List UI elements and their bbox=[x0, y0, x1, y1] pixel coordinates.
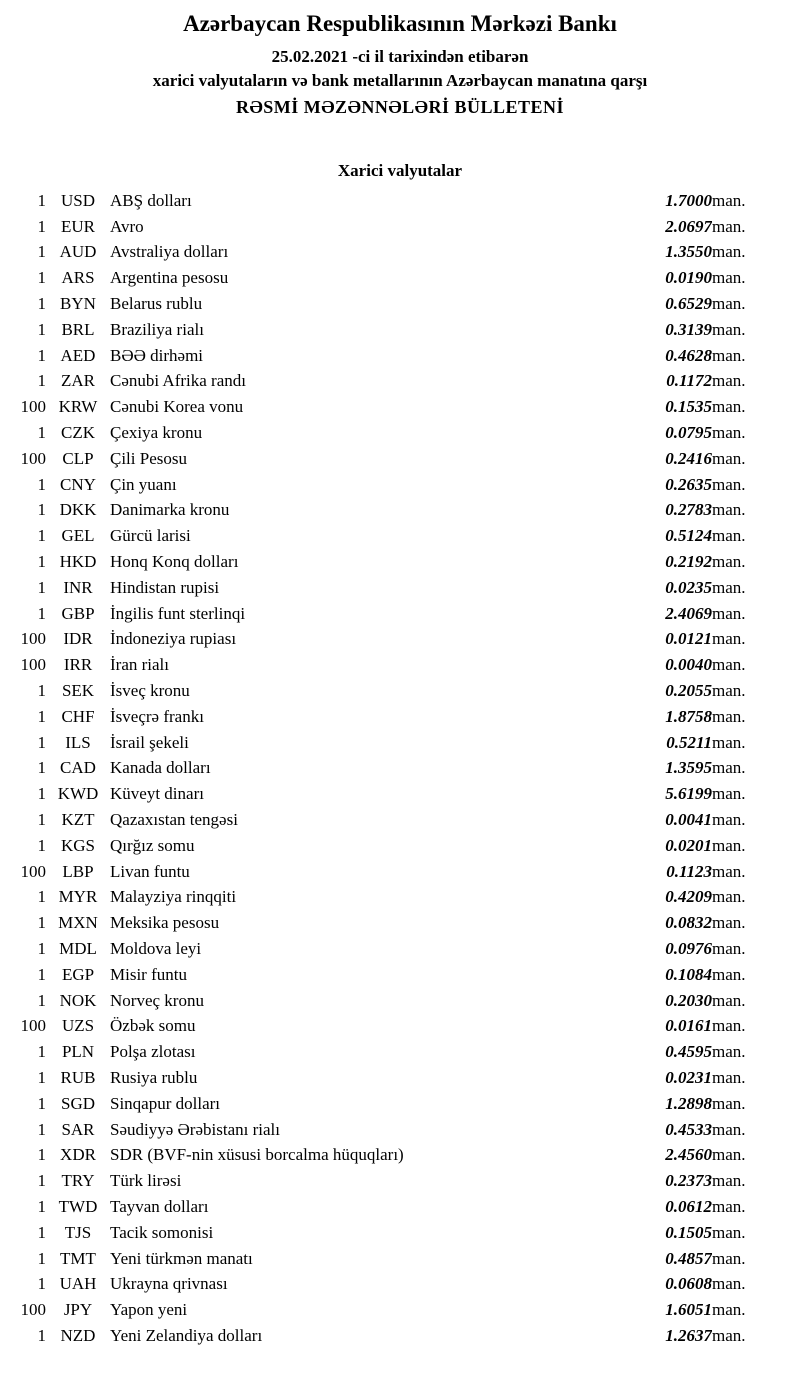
rate-value: 0.2783 bbox=[665, 500, 712, 520]
currency-name: Cənubi Korea vonu bbox=[110, 397, 244, 417]
currency-name: Qazaxıstan tengəsi bbox=[110, 810, 238, 830]
rate-quantity: 1 bbox=[37, 345, 46, 365]
currency-name: İndoneziya rupiası bbox=[110, 629, 237, 649]
rate-value: 0.1172 bbox=[666, 371, 712, 391]
rate-value: 2.0697 bbox=[665, 216, 712, 236]
bulletin-subtitle: xarici valyutaların və bank metallarının Azərbaycan manatına qarşı bbox=[152, 71, 648, 90]
rate-row bbox=[14, 472, 756, 498]
rate-unit: man. bbox=[712, 758, 746, 778]
currency-code: BYN bbox=[60, 294, 96, 314]
currency-name: Meksika pesosu bbox=[110, 913, 220, 933]
rate-value: 0.2373 bbox=[665, 1171, 712, 1191]
rate-row bbox=[14, 265, 756, 291]
rate-unit: man. bbox=[712, 629, 746, 649]
rate-unit: man. bbox=[712, 964, 746, 984]
rate-unit: man. bbox=[712, 990, 746, 1010]
rate-unit: man. bbox=[712, 1222, 746, 1242]
rate-quantity: 100 bbox=[20, 629, 46, 649]
rate-unit: man. bbox=[712, 1042, 746, 1062]
rate-value: 0.2416 bbox=[665, 448, 712, 468]
rate-value: 0.0795 bbox=[665, 423, 712, 443]
currency-code: CHF bbox=[61, 706, 95, 726]
rate-row bbox=[14, 807, 756, 833]
rate-unit: man. bbox=[712, 1067, 746, 1087]
currency-code: LBP bbox=[62, 861, 94, 881]
rate-unit: man. bbox=[712, 1171, 746, 1191]
currency-name: Özbək somu bbox=[110, 1016, 196, 1036]
rate-quantity: 1 bbox=[37, 242, 46, 262]
rate-row bbox=[14, 652, 756, 678]
rate-quantity: 1 bbox=[37, 294, 46, 314]
rate-unit: man. bbox=[712, 371, 746, 391]
rate-quantity: 1 bbox=[37, 1222, 46, 1242]
currency-name: Gürcü larisi bbox=[110, 526, 191, 546]
rate-row bbox=[14, 523, 756, 549]
rate-quantity: 1 bbox=[37, 371, 46, 391]
rate-quantity: 1 bbox=[37, 732, 46, 752]
rate-row bbox=[14, 1194, 756, 1220]
currency-name: Argentina pesosu bbox=[110, 268, 229, 288]
rate-unit: man. bbox=[712, 681, 746, 701]
rate-row bbox=[14, 910, 756, 936]
rate-unit: man. bbox=[712, 242, 746, 262]
currency-name: Ukrayna qrivnası bbox=[110, 1274, 228, 1294]
rate-quantity: 1 bbox=[37, 526, 46, 546]
rate-quantity: 100 bbox=[20, 448, 46, 468]
currency-code: CNY bbox=[60, 474, 96, 494]
rate-row bbox=[14, 1297, 756, 1323]
rate-row bbox=[14, 240, 756, 266]
rate-value: 0.0832 bbox=[665, 913, 712, 933]
currency-code: DKK bbox=[59, 500, 97, 520]
rate-quantity: 1 bbox=[37, 1067, 46, 1087]
rate-unit: man. bbox=[712, 810, 746, 830]
rate-quantity: 100 bbox=[20, 1300, 46, 1320]
currency-code: TJS bbox=[64, 1222, 92, 1242]
rate-row bbox=[14, 1117, 756, 1143]
currency-name: Sinqapur dolları bbox=[110, 1093, 221, 1113]
rate-value: 0.1505 bbox=[665, 1222, 712, 1242]
rate-value: 1.6051 bbox=[665, 1300, 712, 1320]
rate-row bbox=[14, 291, 756, 317]
rate-quantity: 1 bbox=[37, 577, 46, 597]
rate-unit: man. bbox=[712, 913, 746, 933]
rate-row bbox=[14, 1091, 756, 1117]
rate-row bbox=[14, 369, 756, 395]
rate-unit: man. bbox=[712, 939, 746, 958]
rate-row bbox=[14, 859, 756, 885]
currency-code: MXN bbox=[58, 913, 98, 933]
currency-name: Çili Pesosu bbox=[110, 448, 187, 468]
currency-code: SEK bbox=[61, 681, 95, 701]
rate-quantity: 1 bbox=[37, 474, 46, 494]
currency-name: Yapon yeni bbox=[110, 1300, 188, 1320]
rate-value: 1.8758 bbox=[665, 706, 712, 726]
currency-name: Malayziya rinqqiti bbox=[110, 887, 237, 907]
rate-row bbox=[14, 627, 756, 653]
rate-unit: man. bbox=[712, 861, 746, 881]
rate-unit: man. bbox=[712, 345, 746, 365]
rate-value: 0.0235 bbox=[665, 577, 712, 597]
rate-value: 0.0201 bbox=[665, 835, 712, 855]
rate-value: 0.2635 bbox=[665, 474, 712, 494]
currency-code: INR bbox=[63, 577, 93, 597]
rate-unit: man. bbox=[712, 397, 746, 417]
rate-unit: man. bbox=[712, 577, 746, 597]
rate-row bbox=[14, 1065, 756, 1091]
rate-row bbox=[14, 1014, 756, 1040]
currency-code: EGP bbox=[61, 964, 95, 984]
exchange-rates-table-body bbox=[14, 188, 756, 1349]
currency-code: NOK bbox=[59, 990, 97, 1010]
rate-quantity: 1 bbox=[37, 913, 46, 933]
currency-code: ZAR bbox=[61, 371, 95, 391]
rate-row bbox=[14, 446, 756, 472]
currency-code: ILS bbox=[65, 732, 91, 752]
rate-value: 1.2898 bbox=[665, 1093, 712, 1113]
currency-code: USD bbox=[60, 190, 95, 210]
rate-value: 1.3595 bbox=[665, 758, 712, 778]
rate-unit: man. bbox=[712, 216, 746, 236]
currency-code: UAH bbox=[59, 1274, 97, 1294]
currency-name: Misir funtu bbox=[110, 964, 187, 984]
currency-name: İsveçrə frankı bbox=[110, 706, 204, 726]
currency-name: Rusiya rublu bbox=[110, 1067, 198, 1087]
currency-name: Cənubi Afrika randı bbox=[110, 371, 246, 391]
effective-date-line: 25.02.2021 -ci il tarixindən etibarən bbox=[271, 47, 529, 66]
rate-quantity: 1 bbox=[37, 681, 46, 701]
rate-row bbox=[14, 343, 756, 369]
rate-value: 0.0231 bbox=[665, 1067, 712, 1087]
currency-code: XDR bbox=[60, 1145, 96, 1165]
rate-quantity: 1 bbox=[37, 990, 46, 1010]
currency-code: IDR bbox=[63, 629, 93, 649]
rate-row bbox=[14, 730, 756, 756]
rate-unit: man. bbox=[712, 1196, 746, 1216]
currency-name: Livan funtu bbox=[110, 861, 190, 881]
currency-code: NZD bbox=[60, 1325, 96, 1345]
rate-value: 0.2030 bbox=[665, 990, 712, 1010]
rate-quantity: 100 bbox=[20, 861, 46, 881]
currency-name: İsveç kronu bbox=[110, 681, 190, 701]
exchange-rates-table bbox=[14, 188, 756, 1349]
rate-quantity: 1 bbox=[37, 887, 46, 907]
rate-row bbox=[14, 781, 756, 807]
currency-name: Braziliya rialı bbox=[110, 319, 204, 339]
rate-quantity: 100 bbox=[20, 1016, 46, 1036]
rate-unit: man. bbox=[712, 1274, 746, 1294]
rate-unit: man. bbox=[712, 319, 746, 339]
rate-quantity: 1 bbox=[37, 939, 46, 958]
currency-name: ABŞ dolları bbox=[110, 190, 192, 210]
rate-value: 0.4533 bbox=[665, 1119, 712, 1139]
rate-value: 0.0608 bbox=[665, 1274, 712, 1294]
currency-name: Türk lirəsi bbox=[110, 1171, 182, 1191]
rate-unit: man. bbox=[712, 887, 746, 907]
rate-quantity: 1 bbox=[37, 1196, 46, 1216]
currency-name: Qırğız somu bbox=[110, 835, 195, 855]
rate-row bbox=[14, 1271, 756, 1297]
currency-code: TMT bbox=[60, 1248, 96, 1268]
rate-row bbox=[14, 420, 756, 446]
rate-value: 5.6199 bbox=[665, 784, 712, 804]
rate-unit: man. bbox=[712, 784, 746, 804]
currency-code: BRL bbox=[61, 319, 95, 339]
rate-row bbox=[14, 1246, 756, 1272]
rate-row bbox=[14, 394, 756, 420]
currency-name: İngilis funt sterlinqi bbox=[110, 603, 246, 623]
rate-value: 0.0612 bbox=[665, 1196, 712, 1216]
currency-code: JPY bbox=[63, 1300, 93, 1320]
currency-code: RUB bbox=[60, 1067, 96, 1087]
rate-value: 0.5211 bbox=[666, 732, 712, 752]
rate-quantity: 1 bbox=[37, 835, 46, 855]
currency-name: Yeni Zelandiya dolları bbox=[110, 1325, 263, 1345]
rate-row bbox=[14, 1039, 756, 1065]
rate-unit: man. bbox=[712, 552, 746, 572]
currency-name: Çin yuanı bbox=[110, 474, 177, 494]
rate-value: 0.5124 bbox=[665, 526, 712, 546]
rate-row bbox=[14, 549, 756, 575]
rate-value: 0.0976 bbox=[665, 939, 712, 958]
rate-unit: man. bbox=[712, 603, 746, 623]
rate-row bbox=[14, 962, 756, 988]
rate-quantity: 100 bbox=[20, 397, 46, 417]
rate-value: 0.0190 bbox=[665, 268, 712, 288]
rate-value: 0.2055 bbox=[665, 681, 712, 701]
rate-row bbox=[14, 1168, 756, 1194]
rate-row bbox=[14, 678, 756, 704]
rate-value: 0.0121 bbox=[665, 629, 712, 649]
currency-name: Yeni türkmən manatı bbox=[110, 1248, 253, 1268]
currency-code: UZS bbox=[61, 1016, 95, 1036]
currency-code: CAD bbox=[60, 758, 96, 778]
rate-row bbox=[14, 1142, 756, 1168]
currency-code: GBP bbox=[61, 603, 95, 623]
rate-value: 0.3139 bbox=[665, 319, 712, 339]
currency-name: Hindistan rupisi bbox=[110, 577, 220, 597]
rate-row bbox=[14, 988, 756, 1014]
currency-code: TWD bbox=[58, 1196, 98, 1216]
currency-name: Danimarka kronu bbox=[110, 500, 230, 520]
currency-name: Honq Konq dolları bbox=[110, 552, 239, 572]
currency-code: CZK bbox=[61, 423, 95, 443]
currency-name: Moldova leyi bbox=[110, 939, 202, 958]
currency-code: KRW bbox=[58, 397, 98, 417]
rate-row bbox=[14, 936, 756, 962]
currency-name: BƏƏ dirhəmi bbox=[110, 345, 204, 365]
rate-value: 0.1123 bbox=[666, 861, 712, 881]
currency-code: MYR bbox=[58, 887, 98, 907]
rate-row bbox=[14, 833, 756, 859]
currency-code: HKD bbox=[59, 552, 97, 572]
rate-value: 2.4069 bbox=[665, 603, 712, 623]
rate-quantity: 1 bbox=[37, 784, 46, 804]
currency-code: AED bbox=[60, 345, 96, 365]
currency-code: ARS bbox=[61, 268, 95, 288]
rate-unit: man. bbox=[712, 706, 746, 726]
rate-value: 0.1084 bbox=[665, 964, 712, 984]
rate-unit: man. bbox=[712, 500, 746, 520]
bulletin-heading: RƏSMİ MƏZƏNNƏLƏRİ BÜLLETENİ bbox=[235, 97, 565, 117]
currency-name: SDR (BVF-nin xüsusi borcalma hüquqları) bbox=[110, 1145, 404, 1165]
rate-unit: man. bbox=[712, 190, 746, 210]
currency-code: SGD bbox=[60, 1093, 95, 1113]
rate-quantity: 1 bbox=[37, 500, 46, 520]
section-title-foreign-currencies: Xarici valyutalar bbox=[337, 161, 463, 180]
rate-quantity: 1 bbox=[37, 216, 46, 236]
rate-value: 2.4560 bbox=[665, 1145, 712, 1165]
rate-unit: man. bbox=[712, 423, 746, 443]
currency-code: GEL bbox=[61, 526, 95, 546]
rate-unit: man. bbox=[712, 268, 746, 288]
currency-name: Tacik somonisi bbox=[110, 1222, 214, 1242]
currency-name: İsrail şekeli bbox=[110, 732, 189, 752]
rate-quantity: 1 bbox=[37, 1093, 46, 1113]
rate-quantity: 1 bbox=[37, 1171, 46, 1191]
rate-quantity: 1 bbox=[37, 1325, 46, 1345]
currency-name: İran rialı bbox=[110, 655, 169, 675]
rate-unit: man. bbox=[712, 294, 746, 314]
rate-row bbox=[14, 188, 756, 214]
rate-quantity: 1 bbox=[37, 319, 46, 339]
currency-name: Avro bbox=[110, 216, 144, 236]
rate-row bbox=[14, 1220, 756, 1246]
rate-value: 0.0040 bbox=[665, 655, 712, 675]
rate-row bbox=[14, 1323, 756, 1349]
rate-unit: man. bbox=[712, 732, 746, 752]
rate-value: 1.3550 bbox=[665, 242, 712, 262]
currency-code: AUD bbox=[59, 242, 97, 262]
rate-value: 0.0041 bbox=[665, 810, 712, 830]
rate-unit: man. bbox=[712, 1300, 746, 1320]
rate-row bbox=[14, 704, 756, 730]
rate-unit: man. bbox=[712, 655, 746, 675]
currency-code: EUR bbox=[61, 216, 95, 236]
currency-code: MDL bbox=[59, 939, 97, 958]
rate-unit: man. bbox=[712, 1145, 746, 1165]
rate-quantity: 1 bbox=[37, 190, 46, 210]
rate-unit: man. bbox=[712, 448, 746, 468]
rate-unit: man. bbox=[712, 474, 746, 494]
rate-row bbox=[14, 756, 756, 782]
currency-code: IRR bbox=[63, 655, 93, 675]
rate-quantity: 100 bbox=[20, 655, 46, 675]
rate-unit: man. bbox=[712, 1093, 746, 1113]
currency-name: Avstraliya dolları bbox=[110, 242, 229, 262]
rate-value: 0.4595 bbox=[665, 1042, 712, 1062]
rate-value: 0.4209 bbox=[665, 887, 712, 907]
rate-row bbox=[14, 214, 756, 240]
rate-value: 0.2192 bbox=[665, 552, 712, 572]
rate-row bbox=[14, 885, 756, 911]
rate-value: 0.4857 bbox=[665, 1248, 712, 1268]
rate-quantity: 1 bbox=[37, 758, 46, 778]
currency-name: Polşa zlotası bbox=[110, 1042, 196, 1062]
currency-name: Səudiyyə Ərəbistanı rialı bbox=[110, 1119, 280, 1139]
rate-unit: man. bbox=[712, 526, 746, 546]
currency-code: KGS bbox=[60, 835, 95, 855]
rate-quantity: 1 bbox=[37, 423, 46, 443]
rate-value: 0.6529 bbox=[665, 294, 712, 314]
rate-value: 0.1535 bbox=[665, 397, 712, 417]
rate-unit: man. bbox=[712, 1016, 746, 1036]
rate-quantity: 1 bbox=[37, 552, 46, 572]
rate-quantity: 1 bbox=[37, 810, 46, 830]
currency-name: Çexiya kronu bbox=[110, 423, 203, 443]
rate-value: 0.0161 bbox=[665, 1016, 712, 1036]
rate-value: 0.4628 bbox=[665, 345, 712, 365]
currency-code: SAR bbox=[61, 1119, 95, 1139]
rate-row bbox=[14, 601, 756, 627]
rate-unit: man. bbox=[712, 835, 746, 855]
rate-quantity: 1 bbox=[37, 1274, 46, 1294]
rate-quantity: 1 bbox=[37, 706, 46, 726]
rate-quantity: 1 bbox=[37, 964, 46, 984]
currency-code: KWD bbox=[57, 784, 99, 804]
rate-quantity: 1 bbox=[37, 603, 46, 623]
rate-row bbox=[14, 575, 756, 601]
rate-row bbox=[14, 317, 756, 343]
rate-unit: man. bbox=[712, 1325, 746, 1345]
rate-value: 1.2637 bbox=[665, 1325, 712, 1345]
currency-name: Tayvan dolları bbox=[110, 1196, 209, 1216]
rate-quantity: 1 bbox=[37, 1145, 46, 1165]
currency-name: Norveç kronu bbox=[110, 990, 204, 1010]
rate-quantity: 1 bbox=[37, 1119, 46, 1139]
rate-quantity: 1 bbox=[37, 1042, 46, 1062]
currency-code: PLN bbox=[61, 1042, 95, 1062]
currency-name: Kanada dolları bbox=[110, 758, 211, 778]
currency-code: CLP bbox=[62, 448, 94, 468]
rate-quantity: 1 bbox=[37, 268, 46, 288]
rate-value: 1.7000 bbox=[665, 190, 712, 210]
rate-unit: man. bbox=[712, 1248, 746, 1268]
rate-row bbox=[14, 498, 756, 524]
rate-unit: man. bbox=[712, 1119, 746, 1139]
currency-name: Küveyt dinarı bbox=[110, 784, 204, 804]
currency-code: KZT bbox=[61, 810, 95, 830]
page-title: Azərbaycan Respublikasının Mərkəzi Bankı bbox=[183, 11, 617, 36]
currency-code: TRY bbox=[61, 1171, 95, 1191]
currency-name: Belarus rublu bbox=[110, 294, 203, 314]
rate-quantity: 1 bbox=[37, 1248, 46, 1268]
